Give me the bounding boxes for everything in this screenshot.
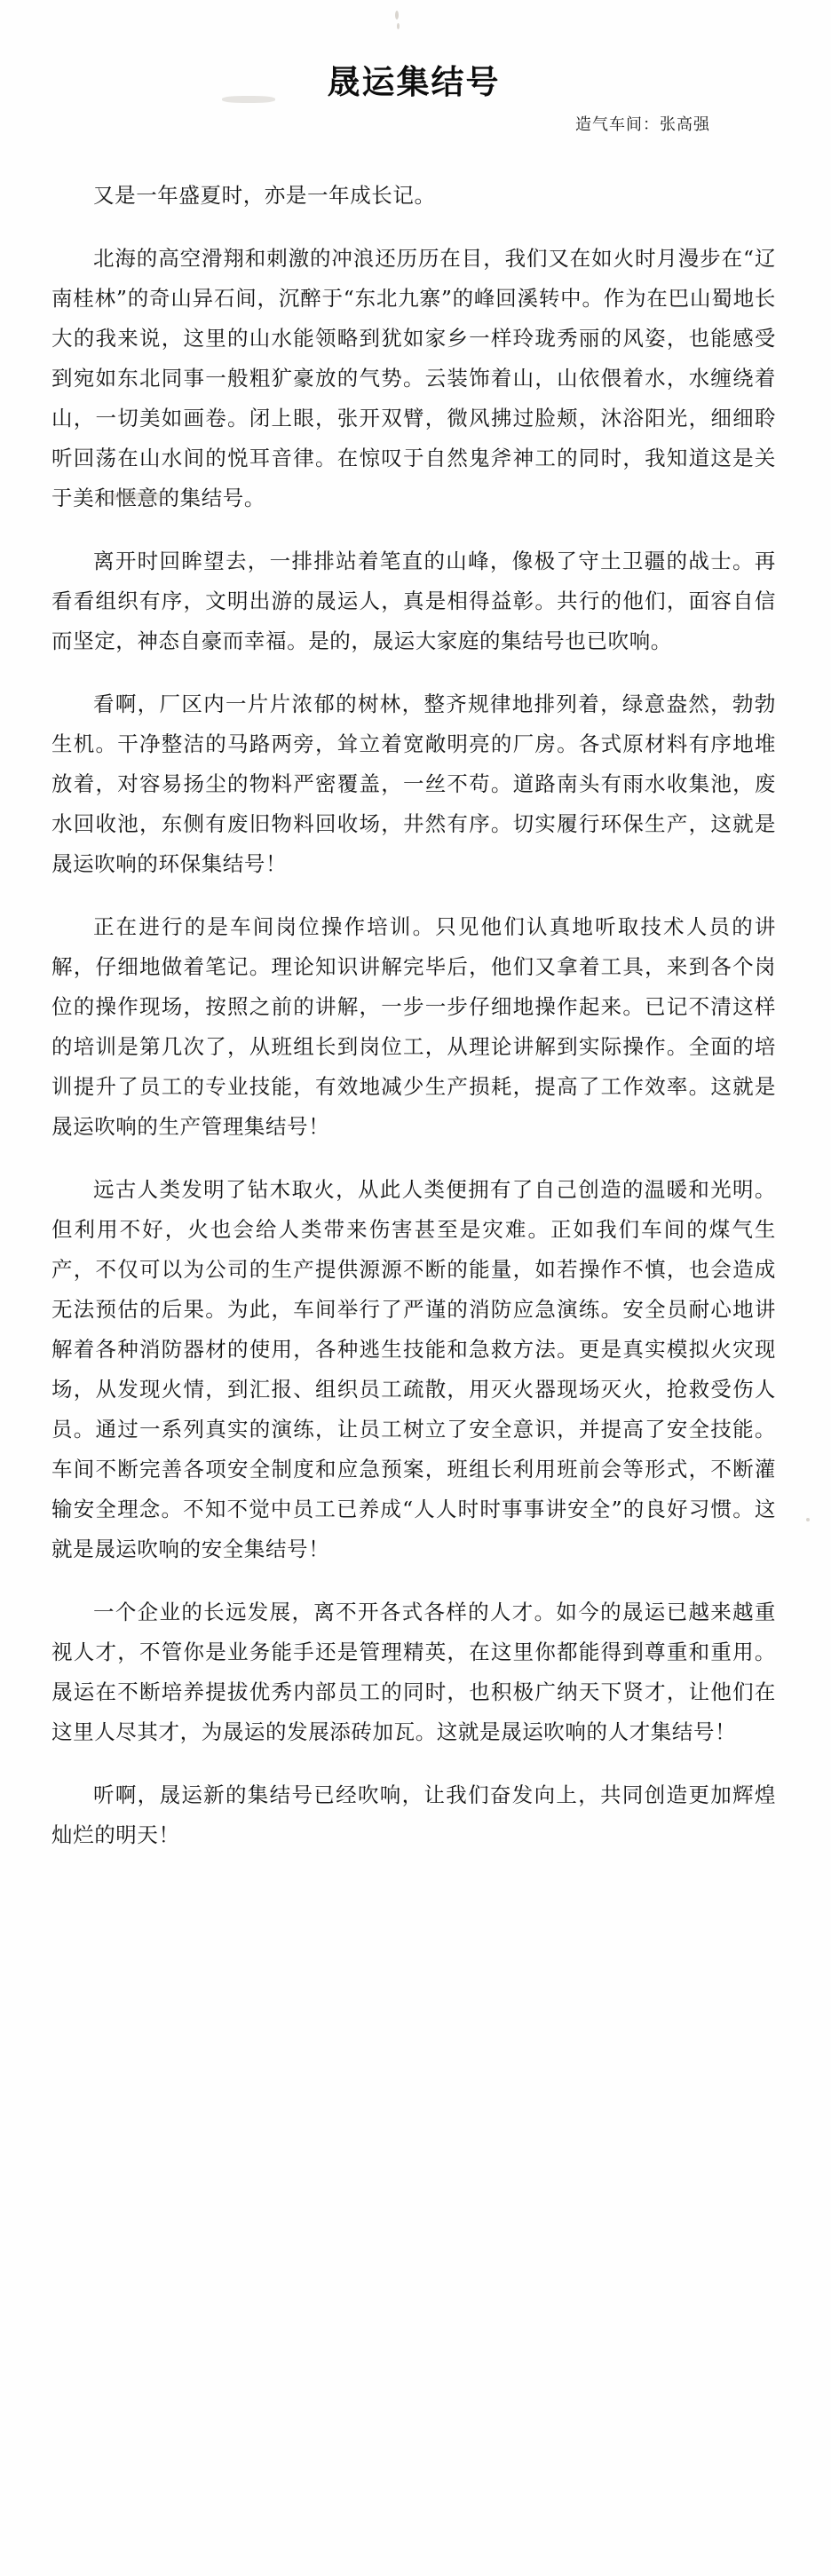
- document-body: [51, 176, 776, 1855]
- scan-speck: [397, 23, 400, 29]
- paragraph: 正在进行的是车间岗位操作培训。只见他们认真地听取技术人员的讲解，仔细地做着笔记。理论知识讲解完毕后，他们又拿着工具，来到各个岗位的操作现场，按照之前的讲解，一步一步仔细地操作起来。已记不清这样的培训是第几次了，从班组长到岗位工，从理论讲解到实际操作。全面的培训提升了员工的专业技能，有效地减少生产损耗，提高了工作效率。这就是晟运吹响的生产管理集结号！: [51, 914, 776, 1139]
- paragraph: 又是一年盛夏时，亦是一年成长记。: [93, 183, 436, 208]
- paragraph: 远古人类发明了钻木取火，从此人类便拥有了自己创造的温暖和光明。但利用不好，火也会给人类带来伤害甚至是灾难。正如我们车间的煤气生产，不仅可以为公司的生产提供源源不断的能量，如若操作不慎，也会造成无法预估的后果。为此，车间举行了严谨的消防应急演练。安全员耐心地讲解着各种消防器材的使用，各种逃生技能和急救方法。更是真实模拟火灾现场，从发现火情，到汇报、组织员工疏散，用灭火器现场灭火，抢救受伤人员。通过一系列真实的演练，让员工树立了安全意识，并提高了安全技能。车间不断完善各项安全制度和应急预案，班组长利用班前会等形式，不断灌输安全理念。不知不觉中员工已养成“人人时时事事讲安全”的良好习惯。这就是晟运吹响的安全集结号！: [51, 1177, 776, 1561]
- paragraph: 北海的高空滑翔和刺激的冲浪还历历在目，我们又在如火时月漫步在“辽南桂林”的奇山异石间，沉醉于“东北九寨”的峰回溪转中。作为在巴山蜀地长大的我来说，这里的山水能领略到犹如家乡一样玲珑秀丽的风姿，也能感受到宛如东北同事一般粗犷豪放的气势。云装饰着山，山依偎着水，水缠绕着山，一切美如画卷。闭上眼，张开双臂，微风拂过脸颊，沐浴阳光，细细聆听回荡在山水间的悦耳音律。在惊叹于自然鬼斧神工的同时，我知道这是关于美和惬意的集结号。: [51, 246, 776, 510]
- page-title: 晟运集结号: [327, 62, 501, 101]
- paragraph: 看啊，厂区内一片片浓郁的树林，整齐规律地排列着，绿意盎然，勃勃生机。干净整洁的马路两旁，耸立着宽敞明亮的厂房。各式原材料有序地堆放着，对容易扬尘的物料严密覆盖，一丝不苟。道路南头有雨水收集池，废水回收池，东侧有废旧物料回收场，井然有序。切实履行环保生产，这就是晟运吹响的环保集结号！: [51, 691, 776, 876]
- scan-speck: [806, 1518, 810, 1521]
- scan-speck: [395, 11, 399, 20]
- byline: 造气车间：张高强: [575, 115, 710, 134]
- paragraph: 离开时回眸望去，一排排站着笔直的山峰，像极了守土卫疆的战士。再看看组织有序，文明出游的晟运人，真是相得益彰。共行的他们，面容自信而坚定，神态自豪而幸福。是的，晟运大家庭的集结号也已吹响。: [51, 549, 776, 653]
- paragraph: 一个企业的长远发展，离不开各式各样的人才。如今的晟运已越来越重视人才，不管你是业务能手还是管理精英，在这里你都能得到尊重和重用。晟运在不断培养提拔优秀内部员工的同时，也积极广纳天下贤才，让他们在这里人尽其才，为晟运的发展添砖加瓦。这就是晟运吹响的人才集结号！: [51, 1600, 776, 1744]
- paragraph: 听啊，晟运新的集结号已经吹响，让我们奋发向上，共同创造更加辉煌灿烂的明天！: [51, 1782, 776, 1847]
